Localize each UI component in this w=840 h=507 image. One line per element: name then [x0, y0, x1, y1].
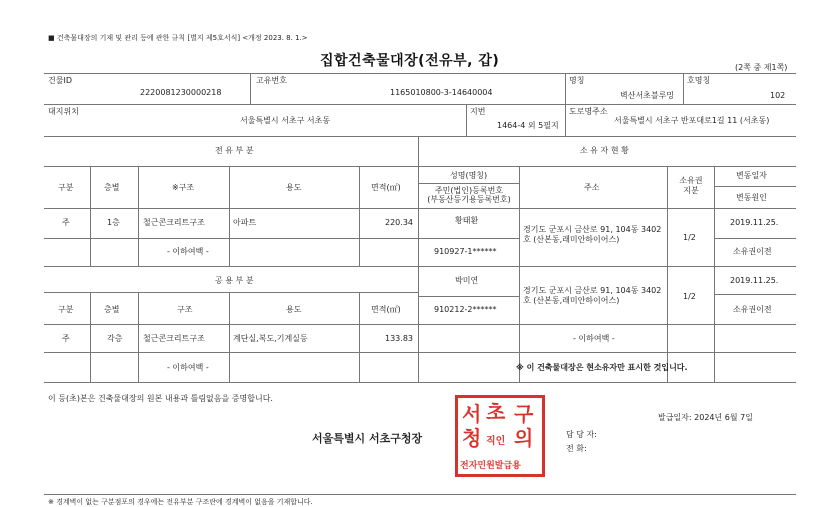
owner-header-change-reason: 변동원인: [736, 193, 767, 202]
col-divider: [565, 73, 566, 136]
common-header-area: 면적(㎡): [371, 305, 401, 314]
col-divider: [250, 73, 251, 104]
person-label: 담 당 자:: [566, 430, 597, 439]
owner-regno: 910212-2******: [434, 305, 497, 314]
excl-header-gubun: 구분: [58, 183, 74, 192]
owners-end-note: - 이하여백 -: [573, 334, 615, 343]
col-divider: [667, 166, 668, 382]
col-divider: [466, 104, 467, 136]
col-divider: [138, 292, 139, 382]
issuer-name: 서울특별시 서초구청장: [312, 432, 423, 445]
exclusive-section-title: 전 유 부 분: [215, 146, 254, 155]
row-divider: [44, 324, 796, 325]
owner-name: 황태환: [455, 216, 479, 225]
excl-end-note: - 이하여백 -: [167, 247, 209, 256]
row-divider: [44, 238, 418, 239]
excl-row-gubun: 주: [62, 218, 70, 227]
owner-header-name: 성명(명칭): [450, 171, 488, 180]
name-label: 명칭: [569, 76, 585, 85]
common-row-structure: 철근콘크리트구조: [143, 334, 205, 343]
col-divider: [138, 166, 139, 266]
row-divider: [44, 266, 796, 267]
col-divider: [229, 292, 230, 382]
col-divider: [359, 292, 360, 382]
document-title: 집합건축물대장(전유부, 갑): [320, 53, 500, 69]
row-divider: [418, 296, 519, 297]
owner-header-change-date: 변동일자: [736, 171, 767, 180]
owner-name: 박미연: [455, 276, 479, 285]
owner-change-reason: 소유권이전: [733, 305, 772, 314]
site-value: 서울특별시 서초구 서초동: [240, 116, 331, 125]
seal-inner: 직인: [486, 436, 506, 447]
road-label: 도로명주소: [569, 107, 608, 116]
excl-header-use: 용도: [286, 183, 302, 192]
ho-value: 102: [770, 91, 786, 100]
site-label: 대지위치: [48, 107, 79, 116]
owner-header-address: 주소: [584, 183, 600, 192]
excl-row-area: 220.34: [385, 218, 413, 227]
owner-change-reason: 소유권이전: [733, 247, 772, 256]
col-divider: [683, 73, 684, 104]
owner-change-date: 2019.11.25.: [730, 218, 779, 227]
col-divider: [519, 166, 520, 382]
official-seal: [455, 395, 545, 477]
row-divider: [44, 136, 796, 137]
seal-char: 초: [486, 400, 506, 424]
seal-char: 서: [462, 402, 482, 426]
excl-row-structure: 철근콘크리트구조: [143, 218, 205, 227]
excl-row-use: 아파트: [233, 218, 257, 227]
col-divider: [90, 292, 91, 382]
common-header-use: 용도: [286, 305, 302, 314]
row-divider: [418, 183, 519, 184]
excl-row-floor: 1층: [107, 218, 120, 227]
seal-char: 의: [514, 426, 534, 450]
owner-header-share: 소유권 지분: [679, 176, 703, 195]
owner-header-regno: 주민(법인)등록번호 (부동산등기용등록번호): [427, 186, 511, 204]
row-divider: [714, 294, 796, 295]
owner-address: 경기도 군포시 금산로 91, 104동 3402호 (산본동,래미안하이어스): [523, 225, 662, 244]
col-divider: [229, 166, 230, 266]
common-row-area: 133.83: [385, 334, 413, 343]
excl-header-area: 면적(㎡): [371, 183, 401, 192]
building-id-value: 2220081230000218: [140, 88, 222, 97]
common-row-use: 계단실,복도,기계실등: [233, 334, 308, 343]
col-divider: [714, 166, 715, 382]
main-divider: [418, 136, 419, 382]
col-divider: [90, 166, 91, 266]
common-section-title: 공 용 부 분: [215, 276, 254, 285]
row-divider: [418, 238, 519, 239]
excl-header-structure: ※구조: [172, 183, 195, 192]
seal-char: 청: [462, 426, 482, 450]
row-divider: [714, 238, 796, 239]
row-divider: [44, 208, 796, 209]
name-value: 벽산서초블루밍: [620, 91, 675, 100]
seal-char: 전자민원발급용: [460, 461, 521, 471]
excl-header-floor: 층별: [104, 183, 120, 192]
ho-label: 호명칭: [687, 76, 711, 85]
owner-address: 경기도 군포시 금산로 91, 104동 3402호 (산본동,래미안하이어스): [523, 286, 662, 305]
owner-regno: 910927-1******: [434, 247, 497, 256]
building-id-label: 건물ID: [48, 76, 72, 85]
page-info: (2쪽 중 제1쪽): [735, 63, 788, 72]
common-header-gubun: 구분: [58, 305, 74, 314]
issue-date: 발급일자: 2024년 6월 7일: [658, 413, 753, 422]
table-bottom-border: [44, 382, 796, 383]
bottom-note: ※ 경계벽이 없는 구분점포의 경우에는 전유부분 구조란에 경계벽이 없음을 기재합니다.: [48, 498, 313, 506]
unique-no-value: 1165010800-3-14640004: [390, 88, 493, 97]
common-end-note: - 이하여백 -: [167, 363, 209, 372]
road-value: 서울특별시 서초구 반포대로1길 11 (서초동): [614, 116, 770, 125]
seal-char: 구: [514, 402, 534, 426]
common-row-gubun: 주: [62, 334, 70, 343]
common-header-floor: 층별: [104, 305, 120, 314]
row-divider: [44, 166, 796, 167]
footer-divider: [44, 494, 796, 495]
lot-value: 1464-4 외 5필지: [497, 121, 559, 130]
col-divider: [359, 166, 360, 266]
owners-notice: ※ 이 건축물대장은 현소유자만 표시한 것입니다.: [516, 363, 688, 372]
certify-text: 이 등(초)본은 건축물대장의 원본 내용과 틀림없음을 증명합니다.: [48, 394, 273, 403]
common-row-floor: 각층: [107, 334, 123, 343]
lot-label: 지번: [470, 107, 486, 116]
row-divider: [44, 104, 796, 105]
owner-change-date: 2019.11.25.: [730, 276, 779, 285]
owner-share: 1/2: [683, 233, 696, 242]
row-divider: [44, 292, 418, 293]
owner-share: 1/2: [683, 292, 696, 301]
regulation-note: ■ 건축물대장의 기재 및 관리 등에 관한 규칙 [별지 제5호서식] <개정 2023. 8. 1.>: [48, 34, 308, 42]
phone-label: 전 화:: [566, 444, 587, 453]
common-header-structure: 구조: [177, 305, 193, 314]
row-divider: [44, 352, 796, 353]
owners-section-title: 소 유 자 현 황: [580, 146, 629, 155]
unique-no-label: 고유번호: [256, 76, 287, 85]
row-divider: [714, 186, 796, 187]
